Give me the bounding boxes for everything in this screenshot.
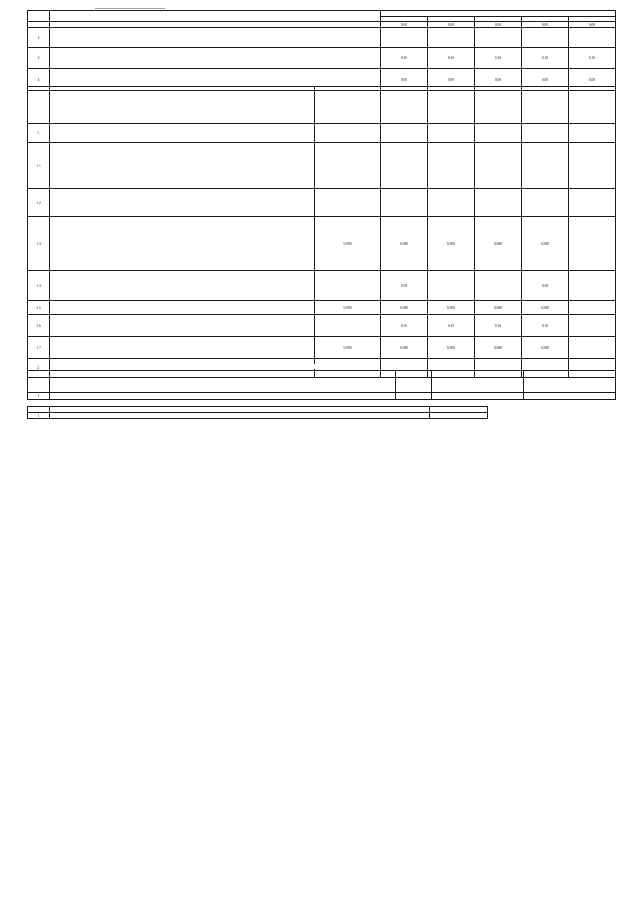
cell-value [475,28,522,48]
section-11-title-text [314,400,326,405]
cell-base: 0,000 [315,217,381,271]
col-plan-header [475,87,522,124]
report-table [27,370,616,400]
col-plan-header [569,87,616,124]
cell-value [522,189,569,217]
row-text [50,28,381,48]
row-text [50,48,381,69]
table-row [28,315,616,337]
cell-actual [524,393,616,400]
cell-term [430,413,488,419]
cell-value [381,143,428,189]
row-text [50,217,315,271]
row-number: 1 [28,393,50,400]
cell-value [522,124,569,143]
cell-value: 0,000 [475,337,522,359]
cell-value: 0,16 [428,48,475,69]
cell-value [475,189,522,217]
cell-value: 0,00 [381,22,428,28]
cell-value: 0,000 [475,301,522,315]
table-row [28,124,616,143]
cell-base: 0,000 [315,337,381,359]
cell-value: 0,58 [522,271,569,301]
row-text [50,337,315,359]
cell-value: 0,000 [381,301,428,315]
cell-value [428,189,475,217]
cell-value [475,271,522,301]
cell-value [569,28,616,48]
cell-value: 0,000 [381,337,428,359]
cell-value [428,143,475,189]
cell-value: 0,000 [522,301,569,315]
cell-base: 0,000 [315,301,381,315]
indicators-table [27,10,616,91]
cell-base [315,143,381,189]
cell-value: 0,000 [428,217,475,271]
row-number: 2 [28,28,50,48]
row-text [50,315,315,337]
cell-value: 0,00 [428,69,475,91]
row-number: 1.4 [28,271,50,301]
col-number-header [28,87,50,124]
cell-base [315,271,381,301]
row-number: 1.5 [28,301,50,315]
cell-value: 0,00 [569,22,616,28]
row-text [50,124,315,143]
section-9-title-text [314,80,326,85]
cell-value: 0,00 [475,69,522,91]
cell-value [522,143,569,189]
col-plan-header [432,371,524,393]
row-text [50,393,396,400]
cell-value [569,189,616,217]
cell-value: 0,000 [428,337,475,359]
table-row [28,413,488,419]
cell-value [569,315,616,337]
row-number: 1.6 [28,315,50,337]
top-mark [95,8,165,9]
row-number: 1.3 [28,217,50,271]
cell-value [569,301,616,315]
cell-value: 0,58 [381,271,428,301]
table-row [28,217,616,271]
col-name-header [50,371,396,393]
cell-value [569,271,616,301]
cell-value: 0,16 [522,315,569,337]
cell-value [569,337,616,359]
cell-value [475,143,522,189]
row-number: 1. [28,124,50,143]
row-text [50,189,315,217]
table-row [28,337,616,359]
cell-value: 0,00 [522,22,569,28]
row-text [50,143,315,189]
cell-plan [432,393,524,400]
cell-value: 0,000 [428,301,475,315]
section-11-title [0,400,640,405]
col-number-header [28,11,50,22]
cell-value [381,124,428,143]
cell-value: 0,000 [522,337,569,359]
table-row [28,28,616,48]
cell-base [315,124,381,143]
cell-value: 0,000 [475,217,522,271]
efficiency-table [27,86,616,378]
cell-value: 0,16 [475,315,522,337]
cell-value: 0,16 [428,315,475,337]
cell-value [428,124,475,143]
col-unit-header [396,371,432,393]
col-name-header [50,87,315,124]
cell-value: 0,000 [522,217,569,271]
row-number: 1 [28,413,50,419]
cell-value [522,28,569,48]
table-row [28,48,616,69]
table-row [28,301,616,315]
cell-value [569,143,616,189]
cell-value [381,189,428,217]
cell-value [381,28,428,48]
cell-base [315,315,381,337]
row-text [50,413,430,419]
section-10-title-text [314,364,326,369]
cell-value: 0,16 [381,315,428,337]
col-actual-header [524,371,616,393]
measures-table [27,406,488,419]
cell-value: 0,16 [381,48,428,69]
cell-value: 0,00 [381,69,428,91]
col-plan-header [428,87,475,124]
cell-value: 0,000 [381,217,428,271]
col-plan-header [522,87,569,124]
col-name-header [50,11,381,22]
row-number: 2. [28,359,50,378]
cell-value: 0,16 [475,48,522,69]
row-number: 1.2 [28,189,50,217]
cell-value [569,217,616,271]
row-number: 1.7 [28,337,50,359]
cell-value [428,28,475,48]
row-number: 1.1 [28,143,50,189]
cell-value [475,124,522,143]
table-row [28,271,616,301]
row-number: 3 [28,48,50,69]
cell-unit [396,393,432,400]
section-10-title [0,364,640,369]
cell-value: 0,00 [428,22,475,28]
cell-value: 0,00 [569,69,616,91]
cell-value: 0,16 [522,48,569,69]
col-plan-header [381,87,428,124]
table-row [28,143,616,189]
table-row [28,393,616,400]
cell-value: 0,16 [569,48,616,69]
row-text [50,301,315,315]
col-number-header [28,371,50,393]
cell-value: 0,00 [475,22,522,28]
section-9-title [0,80,640,85]
cell-value: 0,00 [522,69,569,91]
table-row [28,189,616,217]
cell-value [428,271,475,301]
col-base-header [315,87,381,124]
row-text [50,271,315,301]
cell-value [569,124,616,143]
cell-base [315,189,381,217]
row-number: 4 [28,69,50,91]
